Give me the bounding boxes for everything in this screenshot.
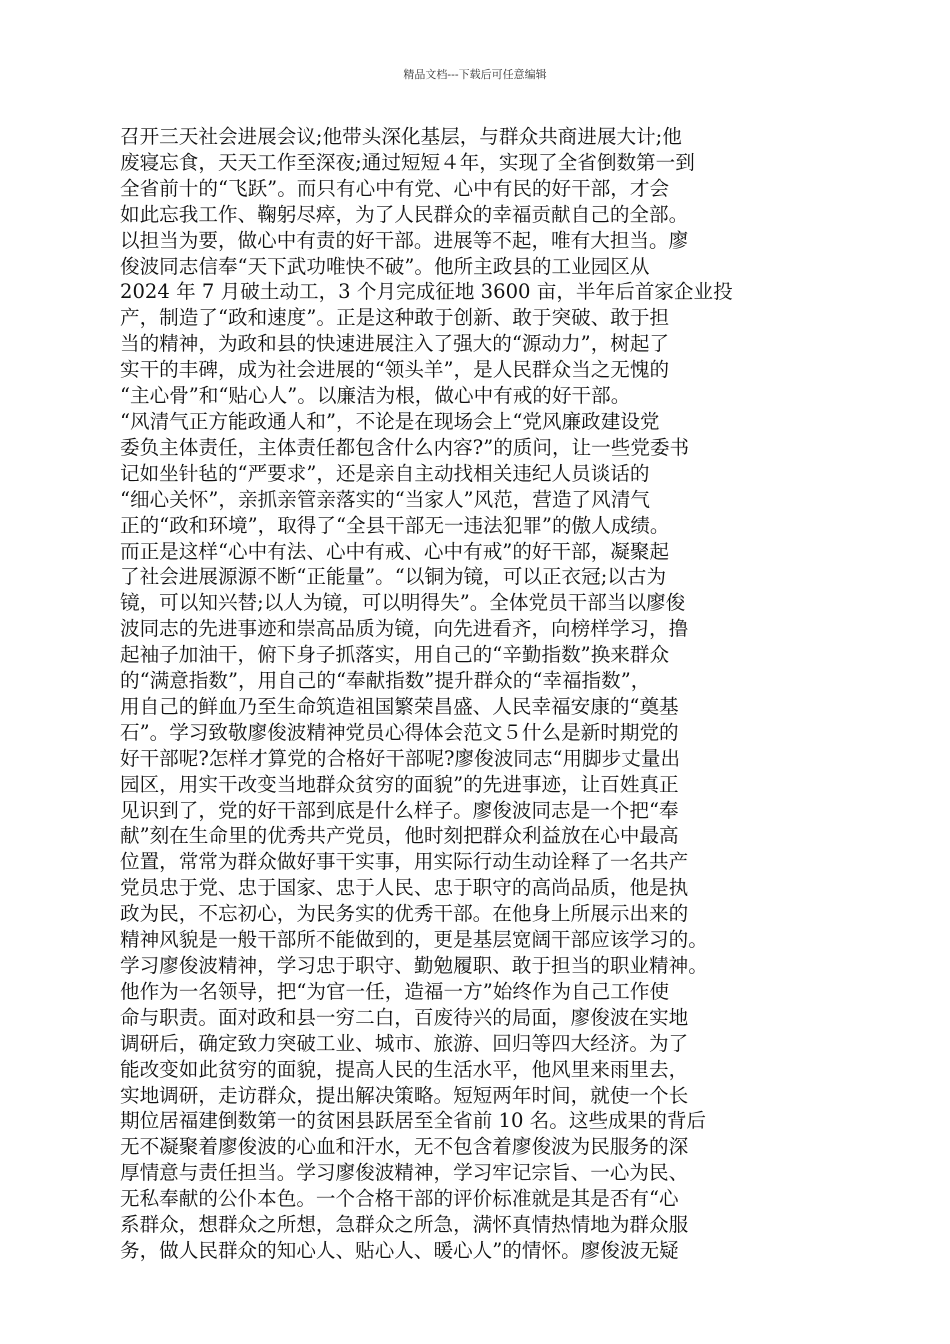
text-line: 镜，可以知兴替;以人为镜，可以明得失”。全体党员干部当以廖俊 xyxy=(120,591,686,615)
text-line: 如此忘我工作、鞠躬尽瘁，为了人民群众的幸福贡献自己的全部。 xyxy=(120,202,689,226)
text-line: 以担当为要，做心中有责的好干部。进展等不起，唯有大担当。廖 xyxy=(120,228,689,252)
text-line: 正的“政和环境”，取得了“全县干部无一违法犯罪”的傲人成绩。 xyxy=(120,513,670,537)
text-line: 当的精神，为政和县的快速进展注入了强大的“源动力”，树起了 xyxy=(120,332,670,356)
text-line: 政为民，不忘初心，为民务实的优秀干部。在他身上所展示出来的 xyxy=(120,902,689,926)
text-line: “主心骨”和“贴心人”。以廉洁为根，做心中有戒的好干部。 xyxy=(120,384,631,408)
text-line: 全省前十的“飞跃”。而只有心中有党、心中有民的好干部，才会 xyxy=(120,176,670,200)
text-line: 调研后，确定致力突破工业、城市、旅游、回归等四大经济。为了 xyxy=(120,1031,689,1055)
text-line: 园区，用实干改变当地群众贫穷的面貌”的先进事迹，让百姓真正 xyxy=(120,772,679,796)
text-line: 而正是这样“心中有法、心中有戒、心中有戒”的好干部，凝聚起 xyxy=(120,539,670,563)
text-line: 波同志的先进事迹和崇高品质为镜，向先进看齐，向榜样学习，撸 xyxy=(120,617,689,641)
text-line: 记如坐针毡的“严要求”，还是亲自主动找相关违纪人员谈话的 xyxy=(120,461,650,485)
text-line: 厚情意与责任担当。学习廖俊波精神，学习牢记宗旨、一心为民、 xyxy=(120,1161,689,1185)
text-line: 实干的丰碑，成为社会进展的“领头羊”，是人民群众当之无愧的 xyxy=(120,358,670,382)
text-line: 学习廖俊波精神，学习忠于职守、勤勉履职、敢于担当的职业精神。 xyxy=(120,954,708,977)
text-line: 务，做人民群众的知心人、贴心人、暖心人”的情怀。廖俊波无疑 xyxy=(120,1238,679,1262)
text-line: 废寝忘食，天天工作至深夜;通过短短４年，实现了全省倒数第一到 xyxy=(120,150,695,174)
text-line: 他作为一名领导，把“为官一任，造福一方”始终作为自己工作使 xyxy=(120,979,670,1003)
text-line: 党员忠于党、忠于国家、忠于人民、忠于职守的高尚品质，他是执 xyxy=(120,876,689,900)
text-line: “风清气正方能政通人和”，不论是在现场会上“党风廉政建设党 xyxy=(120,409,660,433)
text-line: 委负主体责任，主体责任都包含什么内容?”的质问，让一些党委书 xyxy=(120,435,690,459)
text-line: 无不凝聚着廖俊波的心血和汗水，无不包含着廖俊波为民服务的深 xyxy=(120,1135,689,1159)
text-line: 了社会进展源源不断“正能量”。“以铜为镜，可以正衣冠;以古为 xyxy=(120,565,667,589)
text-line: 能改变如此贫穷的面貌，提高人民的生活水平，他风里来雨里去， xyxy=(120,1057,689,1081)
text-line: 位置，常常为群众做好事干实事，用实际行动生动诠释了一名共产 xyxy=(120,850,689,874)
text-line: 见识到了，党的好干部到底是什么样子。廖俊波同志是一个把“奉 xyxy=(120,798,679,822)
text-line: 无私奉献的公仆本色。一个合格干部的评价标准就是其是否有“心 xyxy=(120,1187,679,1211)
text-line: 期位居福建倒数第一的贫困县跃居至全省前 10 名。这些成果的背后 xyxy=(120,1109,707,1133)
text-line: 系群众，想群众之所想，急群众之所急，满怀真情热情地为群众服 xyxy=(120,1213,689,1237)
text-line: 俊波同志信奉“天下武功唯快不破”。他所主政县的工业园区从 xyxy=(120,254,650,278)
text-line: 用自己的鲜血乃至生命筑造祖国繁荣昌盛、人民幸福安康的“奠基 xyxy=(120,694,679,718)
text-line: 献”刻在生命里的优秀共产党员，他时刻把群众利益放在心中最高 xyxy=(120,824,679,848)
text-line: 精神风貌是一般干部所不能做到的，更是基层宽阔干部应该学习的。 xyxy=(120,928,708,952)
page-header: 精品文档---下载后可任意编辑 xyxy=(403,68,547,81)
text-line: 起袖子加油干，俯下身子抓落实，用自己的“辛勤指数”换来群众 xyxy=(120,643,670,667)
text-line: “细心关怀”，亲抓亲管亲落实的“当家人”风范，营造了风清气 xyxy=(120,487,650,511)
text-line: 石”。学习致敬廖俊波精神党员心得体会范文５什么是新时期党的 xyxy=(120,720,679,744)
text-line: 实地调研，走访群众，提出解决策略。短短两年时间，就使一个长 xyxy=(120,1083,689,1107)
text-line: 2024 年 7 月破土动工，3 个月完成征地 3600 亩，半年后首家企业投 xyxy=(120,280,733,304)
text-line: 召开三天社会进展会议;他带头深化基层，与群众共商进展大计;他 xyxy=(120,125,682,148)
text-line: 产，制造了“政和速度”。正是这种敢于创新、敢于突破、敢于担 xyxy=(120,306,670,330)
document-body xyxy=(120,124,834,1264)
text-line: 命与职责。面对政和县一穷二白，百废待兴的局面，廖俊波在实地 xyxy=(120,1005,689,1029)
text-line: 好干部呢?怎样才算党的合格好干部呢?廖俊波同志“用脚步丈量出 xyxy=(120,746,681,770)
text-line: 的“满意指数”，用自己的“奉献指数”提升群众的“幸福指数”， xyxy=(120,669,651,693)
